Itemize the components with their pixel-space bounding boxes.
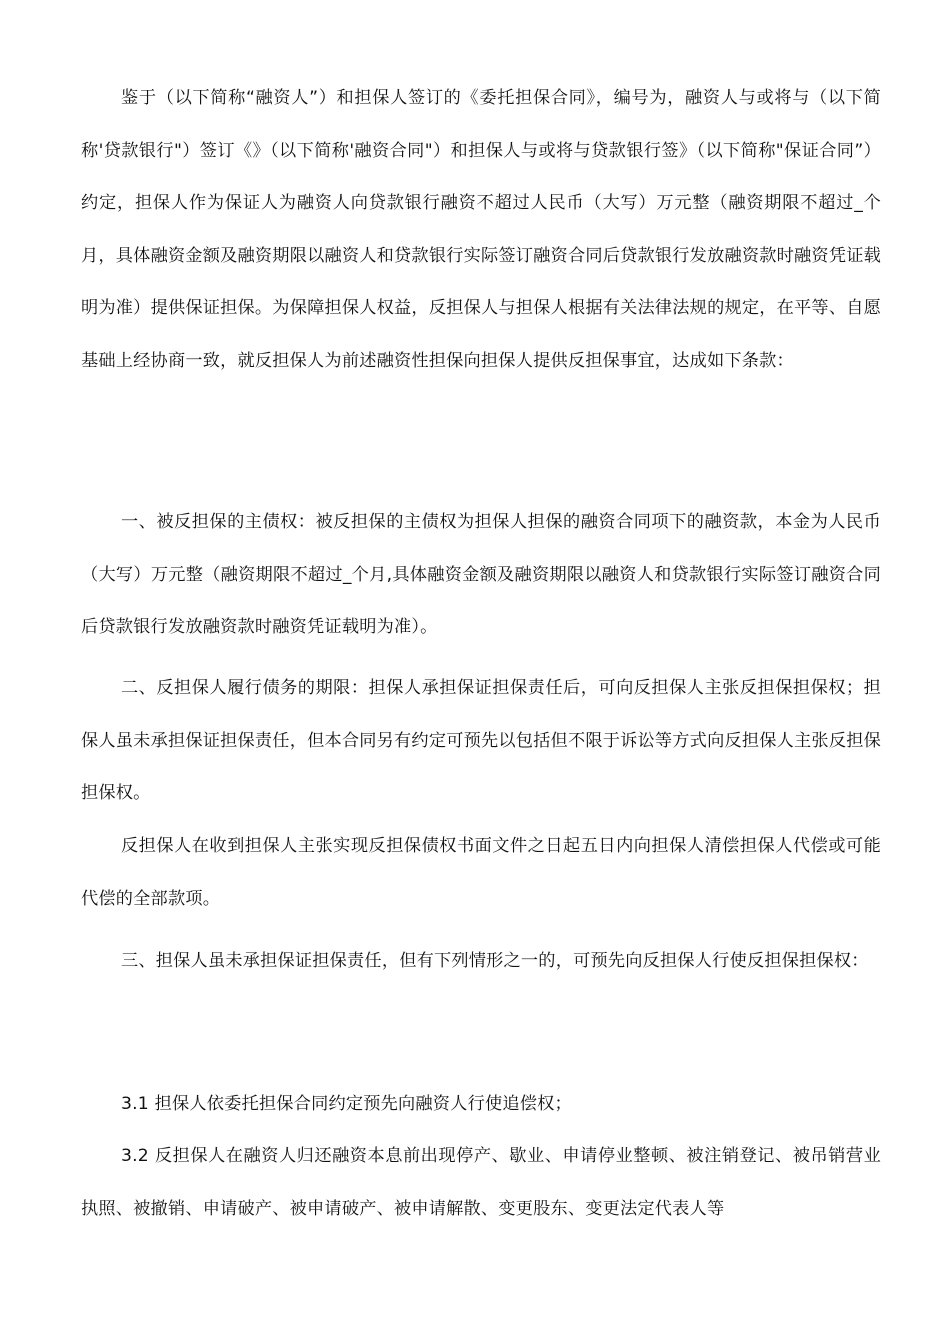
clause-3-paragraph: 三、担保人虽未承担保证担保责任，但有下列情形之一的，可预先向反担保人行使反担保担保权： bbox=[121, 951, 869, 971]
clause-3-2-paragraph: 3.2 反担保人在融资人归还融资本息前出现停产、歇业、申请停业整顿、被注销登记、被吊销营业执照、被撤销、申请破产、被申请破产、被申请解散、变更股东、变更法定代表人等 bbox=[81, 1146, 881, 1219]
clause-2-repayment-paragraph: 反担保人在收到担保人主张实现反担保债权书面文件之日起五日内向担保人清偿担保人代偿或可能代偿的全部款项。 bbox=[81, 836, 881, 909]
clause-2-paragraph: 二、反担保人履行债务的期限：担保人承担保证担保责任后，可向反担保人主张反担保担保权；担保人虽未承担保证担保责任，但本合同另有约定可预先以包括但不限于诉讼等方式向反担保人主张反担保担保权。 bbox=[81, 678, 881, 803]
clause-1-paragraph: 一、被反担保的主债权：被反担保的主债权为担保人担保的融资合同项下的融资款，本金为人民币（大写）万元整（融资期限不超过_个月,具体融资金额及融资期限以融资人和贷款银行实际签订融资合同后贷款银行发放融资款时融资凭证载明为准）。 bbox=[81, 512, 881, 637]
preamble-paragraph: 鉴于（以下简称“融资人”）和担保人签订的《委托担保合同》，编号为，融资人与或将与（以下简称'贷款银行"）签订《》（以下简称'融资合同"）和担保人与或将与贷款银行签》（以下简称"保证合同”）约定，担保人作为保证人为融资人向贷款银行融资不超过人民币（大写）万元整（融资期限不超过_个月，具体融资金额及融资期限以融资人和贷款银行实际签订融资合同后贷款银行发放融资款时融资凭证载明为准）提供保证担保。为保障担保人权益，反担保人与担保人根据有关法律法规的规定，在平等、自愿基础上经协商一致，就反担保人为前述融资性担保向担保人提供反担保事宜，达成如下条款： bbox=[81, 88, 881, 371]
clause-3-1-paragraph: 3.1 担保人依委托担保合同约定预先向融资人行使追偿权； bbox=[121, 1094, 572, 1114]
